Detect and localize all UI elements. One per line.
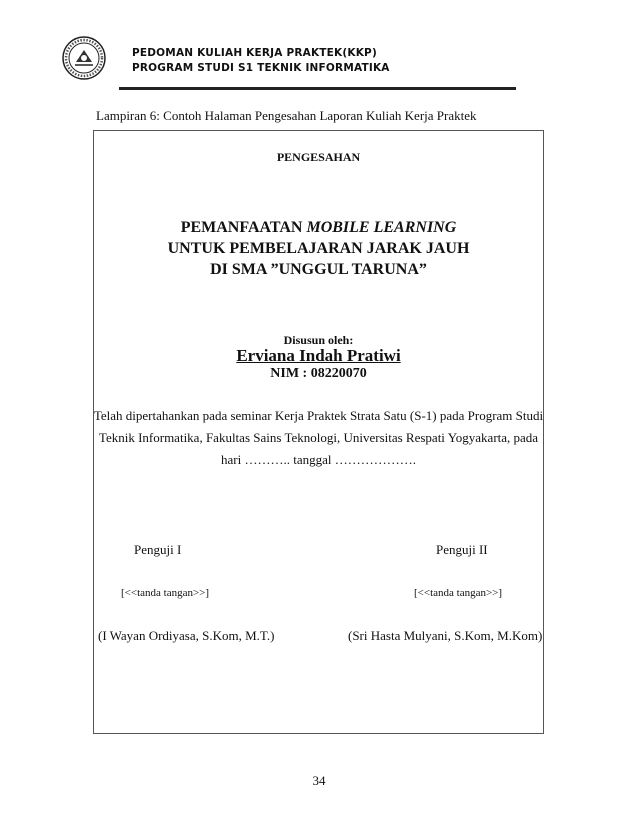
- university-seal-icon: [62, 36, 106, 80]
- examiner-2-role: Penguji II: [436, 542, 488, 557]
- student-id: NIM : 08220070: [270, 366, 367, 381]
- examiner-1-role: Penguji I: [134, 542, 182, 557]
- defense-statement: [93, 405, 544, 471]
- report-title-line-2: UNTUK PEMBELAJARAN JARAK JAUH: [167, 240, 470, 257]
- examiner-1-signature-placeholder: [<<tanda tangan>>]: [121, 587, 210, 599]
- examiner-1-name: (I Wayan Ordiyasa, S.Kom, M.T.): [98, 628, 275, 643]
- appendix-caption: Lampiran 6: Contoh Halaman Pengesahan Laporan Kuliah Kerja Praktek: [96, 108, 477, 123]
- page-heading: PENGESAHAN: [276, 150, 361, 164]
- examiner-2-signature-placeholder: [<<tanda tangan>>]: [414, 587, 503, 599]
- examiner-2-name: (Sri Hasta Mulyani, S.Kom, M.Kom): [348, 628, 543, 643]
- report-title-line-1: PEMANFAATAN MOBILE LEARNING: [180, 219, 457, 236]
- header-rule: [119, 87, 516, 90]
- report-title-italic: MOBILE LEARNING: [306, 219, 457, 236]
- statement-line: hari ……….. tanggal ……………….: [221, 452, 416, 467]
- header-subtitle: PROGRAM STUDI S1 TEKNIK INFORMATIKA: [132, 62, 390, 74]
- author-name: Erviana Indah Pratiwi: [236, 346, 401, 365]
- statement-line: Teknik Informatika, Fakultas Sains Teknologi, Universitas Respati Yogyakarta, pada: [98, 430, 539, 445]
- page-number: 34: [312, 773, 326, 788]
- header-title: PEDOMAN KULIAH KERJA PRAKTEK(KKP): [132, 47, 377, 59]
- compiled-by-label: Disusun oleh:: [283, 333, 354, 347]
- statement-line: Telah dipertahankan pada seminar Kerja Praktek Strata Satu (S-1) pada Program Studi: [93, 408, 544, 423]
- report-title-line-3: DI SMA ”UNGGUL TARUNA”: [210, 261, 427, 278]
